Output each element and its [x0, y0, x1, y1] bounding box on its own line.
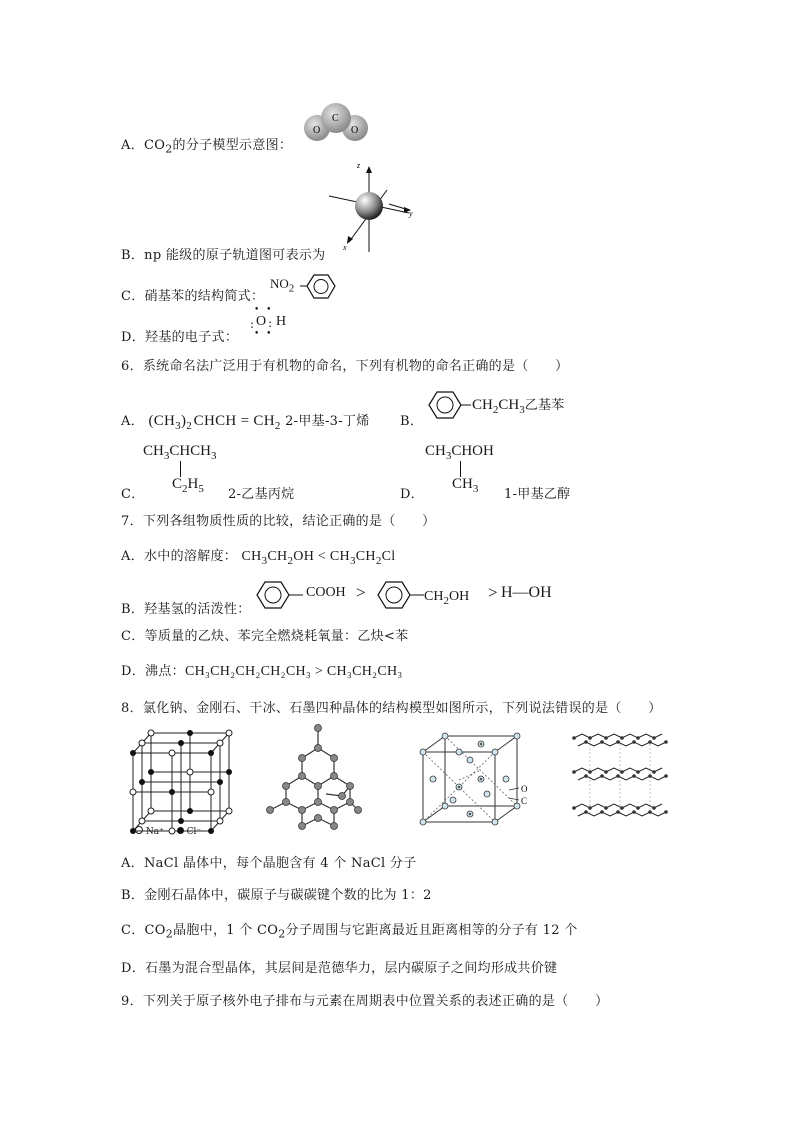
cooh-label: COOH	[306, 585, 346, 600]
option-6c-structure-bottom: $C_2H_5$	[172, 476, 204, 495]
benzene-ring-icon	[374, 578, 426, 614]
svg-text:C: C	[332, 113, 339, 124]
option-5c: C．硝基苯的结构简式：	[121, 289, 265, 304]
option-6d-structure-bottom: $CH_3$	[452, 476, 479, 495]
svg-text:x: x	[343, 243, 347, 252]
svg-text:O: O	[313, 125, 321, 136]
question-6-stem: 6．系统命名法广泛用于有机物的命名，下列有机物的命名正确的是（ ）	[121, 359, 569, 374]
hydroxyl-electron-formula: • • : O : H • •	[250, 305, 287, 339]
bond-line	[460, 461, 461, 477]
option-5a: A．$CO_2$的分子模型示意图：	[121, 138, 293, 156]
nacl-crystal-figure	[125, 725, 235, 840]
option-5d: D．羟基的电子式：	[121, 330, 239, 345]
option-7c: C．等质量的乙炔、苯完全燃烧耗氧量：乙炔<苯	[121, 629, 409, 644]
option-7d: D．沸点：CH₃CH₂CH₂CH₂CH₃ > CH₃CH₂CH₃	[121, 664, 403, 679]
option-6c-structure-top: $CH_3CHCH_3$	[143, 443, 217, 462]
option-8b: B．金刚石晶体中，碳原子与碳碳键个数的比为 1：2	[121, 888, 432, 903]
dry-ice-crystal-figure	[415, 730, 535, 830]
nitro-group-label: $NO_2$	[270, 276, 295, 295]
benzene-ring-icon	[423, 388, 473, 424]
option-6a: A． $(CH_3)_2$ CHCH = $CH_2$ 2-甲基-3-丁烯	[121, 413, 370, 432]
option-5b: B．np 能级的原子轨道图可表示为	[121, 248, 326, 263]
option-8c: C．$CO_2$晶胞中，1 个 $CO_2$分子周围与它距离最近且距离相等的分子有 12 个	[121, 923, 578, 941]
option-8d: D．石墨为混合型晶体，其层间是范德华力，层内碳原子之间均形成共价键	[121, 961, 558, 976]
benzene-ring-icon	[253, 578, 305, 614]
co2-model-figure	[300, 98, 376, 146]
option-6b-label: B．	[400, 414, 424, 429]
option-8a: A．NaCl 晶体中，每个晶胞含有 4 个 NaCl 分子	[121, 856, 417, 871]
option-7a: A．水中的溶解度： $CH_3CH_2OH < CH_3CH_2Cl$	[121, 549, 396, 567]
benzene-ring-icon	[300, 272, 340, 304]
bond-line	[180, 461, 181, 477]
water-label: H—OH	[501, 584, 552, 601]
greater-than-sign: >	[488, 583, 498, 602]
option-6c-name: 2-乙基丙烷	[228, 487, 295, 502]
option-6c-label: C．	[121, 487, 145, 502]
question-8-stem: 8．氯化钠、金刚石、干冰、石墨四种晶体的结构模型如图所示，下列说法错误的是（ ）	[121, 701, 662, 716]
nacl-legend: Na⁺ Cl⁻	[135, 826, 201, 837]
p-orbital-figure	[325, 160, 425, 256]
svg-text:y: y	[409, 209, 413, 218]
option-6d-name: 1-甲基乙醇	[504, 487, 571, 502]
option-6d-label: D．	[400, 487, 425, 502]
svg-text:O: O	[521, 784, 528, 794]
greater-than-sign: >	[356, 583, 366, 602]
question-9-stem: 9．下列关于原子核外电子排布与元素在周期表中位置关系的表述正确的是（ ）	[121, 994, 609, 1009]
svg-text:O: O	[351, 125, 359, 136]
graphite-crystal-figure	[570, 728, 670, 826]
ch2oh-label: $CH_2OH$	[424, 589, 470, 607]
option-7b-label: B．羟基氢的活泼性：	[121, 602, 251, 617]
option-6b-formula: $CH_2CH_3$乙基苯	[472, 397, 565, 416]
option-6d-structure-top: $CH_3CHOH$	[425, 443, 494, 462]
diamond-crystal-figure	[262, 722, 362, 832]
question-7-stem: 7．下列各组物质性质的比较，结论正确的是（ ）	[121, 514, 436, 529]
svg-text:z: z	[357, 161, 361, 170]
svg-text:C: C	[521, 796, 528, 806]
